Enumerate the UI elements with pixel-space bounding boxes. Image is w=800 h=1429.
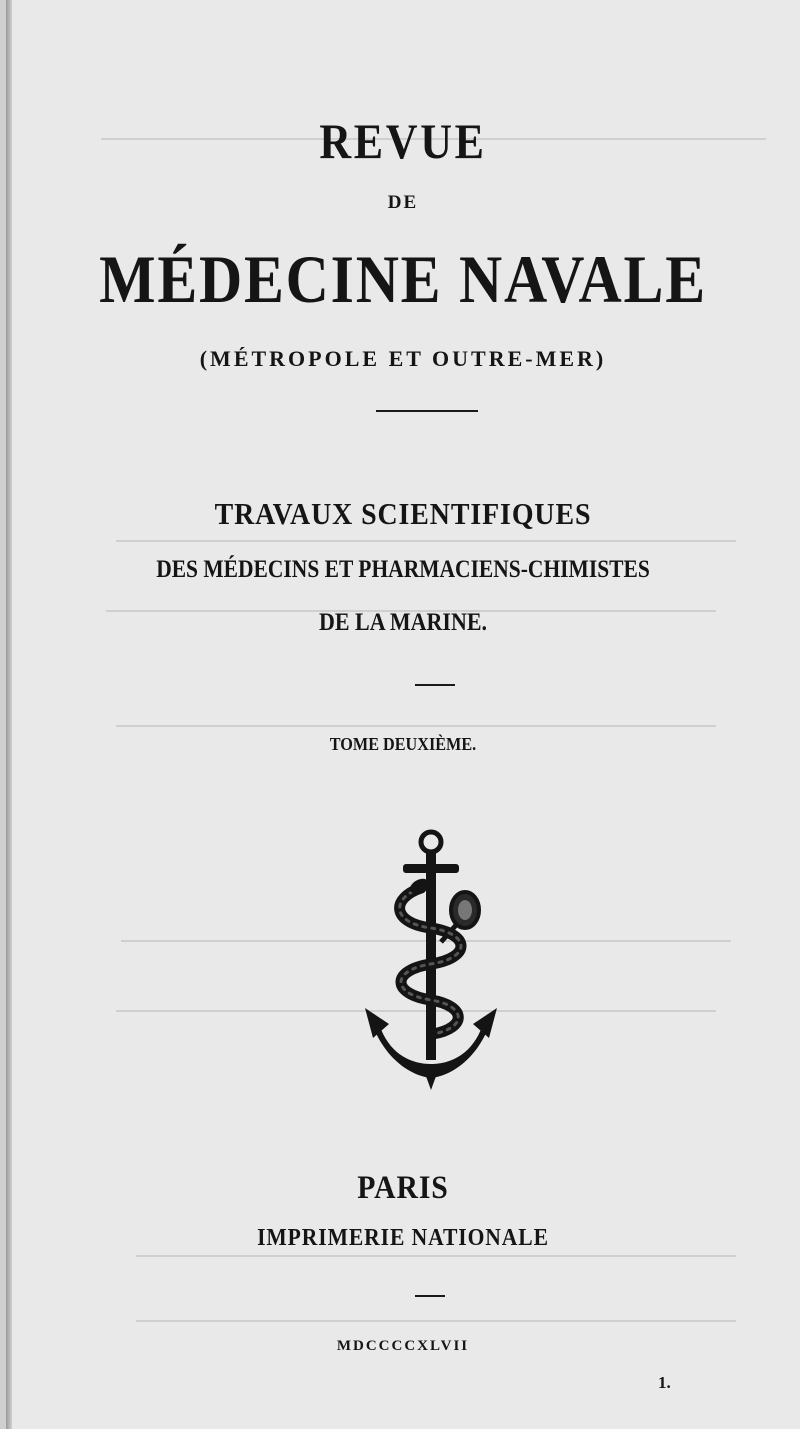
- masthead-de: DE: [387, 192, 419, 213]
- publisher: IMPRIMERIE NATIONALE: [257, 1225, 549, 1251]
- ornamental-rule-top: [376, 410, 478, 412]
- ornamental-rule-bottom: [415, 1295, 445, 1297]
- anchor-emblem-icon: [361, 828, 501, 1096]
- page-edge-shadow: [6, 0, 12, 1429]
- section-heading: TRAVAUX SCIENTIFIQUES: [214, 496, 592, 531]
- signature-mark: 1.: [658, 1373, 671, 1392]
- section-heading-line2: DES MÉDECINS ET PHARMACIENS-CHIMISTES: [156, 556, 650, 583]
- title-page: [6, 0, 800, 1429]
- city: PARIS: [357, 1170, 449, 1206]
- publication-year: MDCCCCXLVII: [336, 1338, 470, 1354]
- masthead-revue: REVUE: [319, 113, 487, 169]
- ornamental-rule-middle: [415, 684, 455, 686]
- volume-label: TOME DEUXIÈME.: [329, 734, 477, 754]
- journal-name: MÉDECINE NAVALE: [99, 241, 707, 317]
- section-heading-line3: DE LA MARINE.: [318, 609, 488, 636]
- journal-subtitle: (MÉTROPOLE ET OUTRE-MER): [199, 346, 607, 371]
